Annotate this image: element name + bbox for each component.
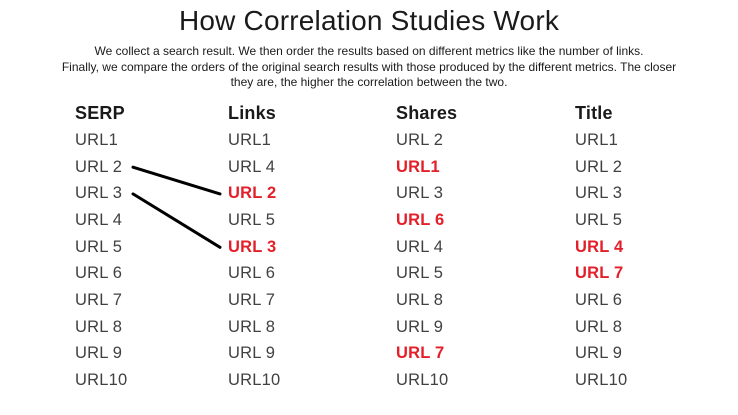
column-header-title: Title bbox=[575, 103, 613, 123]
url-cell: URL 3 bbox=[228, 237, 277, 256]
url-cell: URL1 bbox=[575, 130, 618, 149]
url-cell: URL 8 bbox=[575, 317, 623, 336]
url-cell: URL 6 bbox=[396, 210, 445, 229]
subtitle-line-2: Finally, we compare the orders of the original search results with those produced by the different metrics. The closer bbox=[61, 59, 677, 74]
url-cell: URL 9 bbox=[396, 317, 444, 336]
url-cell: URL 4 bbox=[575, 237, 624, 256]
url-cell: URL 4 bbox=[228, 157, 276, 176]
url-cell: URL 9 bbox=[75, 344, 123, 363]
url-cell: URL1 bbox=[228, 130, 271, 149]
column-serp bbox=[75, 100, 127, 394]
column-header-shares: Shares bbox=[396, 103, 458, 123]
url-cell: URL 4 bbox=[75, 210, 123, 229]
url-cell: URL 2 bbox=[228, 184, 277, 203]
column-shares bbox=[396, 100, 457, 394]
url-cell: URL 2 bbox=[75, 157, 123, 176]
url-cell: URL1 bbox=[396, 157, 440, 176]
connector-line-url3 bbox=[133, 194, 220, 247]
url-cell: URL 9 bbox=[228, 344, 276, 363]
url-cell: URL 7 bbox=[575, 264, 624, 283]
url-cell: URL 6 bbox=[575, 290, 623, 309]
url-cell: URL 2 bbox=[575, 157, 623, 176]
url-cell: URL 5 bbox=[75, 237, 123, 256]
url-cell: URL 7 bbox=[75, 290, 123, 309]
url-cell: URL 6 bbox=[75, 264, 123, 283]
url-cell: URL 9 bbox=[575, 344, 623, 363]
url-cell: URL 3 bbox=[575, 184, 623, 203]
url-cell: URL10 bbox=[396, 371, 449, 390]
url-cell: URL 3 bbox=[75, 184, 123, 203]
url-cell: URL 6 bbox=[228, 264, 276, 283]
url-cell: URL 3 bbox=[396, 184, 444, 203]
url-cell: URL 8 bbox=[75, 317, 123, 336]
subtitle-line-1: We collect a search result. We then order the results based on different metrics like the number of links. bbox=[94, 44, 644, 58]
url-cell: URL 8 bbox=[228, 317, 276, 336]
url-cell: URL10 bbox=[575, 371, 628, 390]
subtitle bbox=[24, 44, 714, 91]
url-cell: URL 5 bbox=[575, 210, 623, 229]
subtitle-line-3: they are, the higher the correlation between the two. bbox=[230, 75, 508, 89]
column-header-links: Links bbox=[228, 103, 277, 123]
column-links bbox=[228, 100, 280, 394]
url-cell: URL10 bbox=[75, 371, 128, 390]
url-cell: URL 5 bbox=[396, 264, 444, 283]
connector-line-url2 bbox=[133, 167, 220, 194]
url-cell: URL1 bbox=[75, 130, 118, 149]
page-title: How Correlation Studies Work bbox=[178, 5, 560, 36]
column-header-serp: SERP bbox=[75, 103, 125, 123]
column-title bbox=[575, 100, 627, 394]
url-cell: URL 5 bbox=[228, 210, 276, 229]
url-cell: URL 2 bbox=[396, 130, 444, 149]
url-cell: URL10 bbox=[228, 371, 281, 390]
url-cell: URL 7 bbox=[396, 344, 445, 363]
url-cell: URL 4 bbox=[396, 237, 444, 256]
url-cell: URL 7 bbox=[228, 290, 276, 309]
url-cell: URL 8 bbox=[396, 290, 444, 309]
